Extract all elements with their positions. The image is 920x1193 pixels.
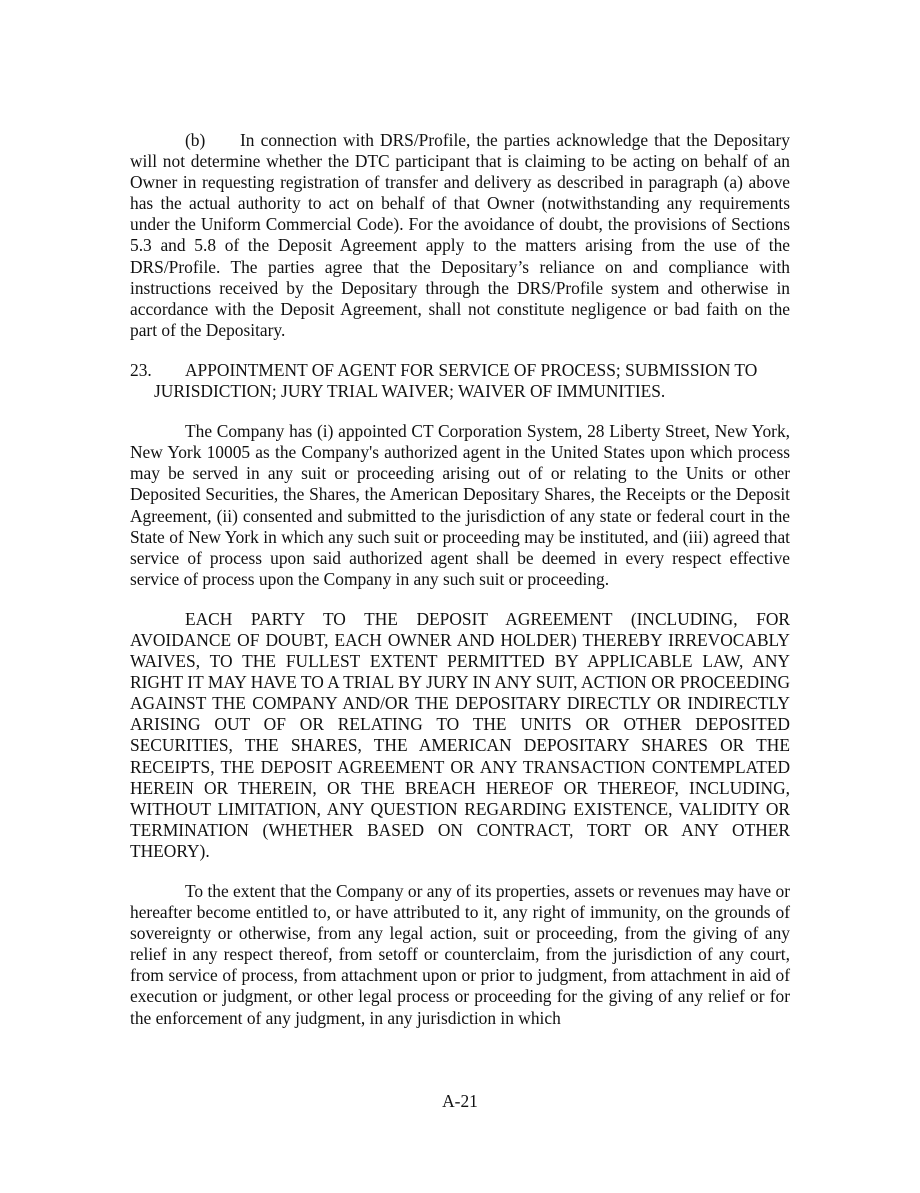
section-title: APPOINTMENT OF AGENT FOR SERVICE OF PROCESS; SUBMISSION TO JURISDICTION; JURY TRIAL WAIVER; WAIVER OF IMMUNITIES.	[154, 359, 758, 402]
paragraph-label: (b)	[185, 130, 206, 150]
paragraph-spacer	[130, 862, 790, 881]
section-number: 23.	[130, 359, 152, 380]
paragraph-immunity-waiver: To the extent that the Company or any of its properties, assets or revenues may have or hereafter become entitled to, or have attributed to it, any right of immunity, on the grounds of sovereignty or otherwise, from any legal action, suit or proceeding, from the giving of any relief in any respect thereof, from setoff or counterclaim, from the jurisdiction of any court, from service of process, from attachment upon or prior to judgment, from attachment in aid of execution or judgment, or other legal process or proceeding for the giving of any relief or for the enforcement of any judgment, in any jurisdiction in which	[130, 881, 790, 1028]
section-heading	[130, 360, 790, 402]
paragraph-22b	[130, 130, 790, 341]
paragraph-agent-appointment: The Company has (i) appointed CT Corporation System, 28 Liberty Street, New York, New York 10005 as the Company's authorized agent in the United States upon which process may be served in any suit or proceeding arising out of or relating to the Units or other Deposited Securities, the Shares, the American Depositary Shares, the Receipts or the Deposit Agreement, (ii) consented and submitted to the jurisdiction of any state or federal court in the State of New York in which any such suit or proceeding may be instituted, and (iii) agreed that service of process upon said authorized agent shall be deemed in every respect effective service of process upon the Company in any such suit or proceeding.	[130, 421, 790, 589]
paragraph-text: In connection with DRS/Profile, the parties acknowledge that the Depositary will not determine whether the DTC participant that is claiming to be acting on behalf of an Owner in requesting registration of transfer and delivery as described in paragraph (a) above has the actual authority to act on behalf of that Owner (notwithstanding any requirements under the Uniform Commercial Code). For the avoidance of doubt, the provisions of Sections 5.3 and 5.8 of the Deposit Agreement apply to the matters arising from the use of the DRS/Profile. The parties agree that the Depositary’s reliance on and compliance with instructions received by the Depositary through the DRS/Profile system and otherwise in accordance with the Deposit Agreement, shall not constitute negligence or bad faith on the part of the Depositary.	[130, 130, 790, 340]
document-page	[130, 130, 790, 1029]
paragraph-jury-waiver: EACH PARTY TO THE DEPOSIT AGREEMENT (INCLUDING, FOR AVOIDANCE OF DOUBT, EACH OWNER AND HOLDER) THEREBY IRREVOCABLY WAIVES, TO THE FULLEST EXTENT PERMITTED BY APPLICABLE LAW, ANY RIGHT IT MAY HAVE TO A TRIAL BY JURY IN ANY SUIT, ACTION OR PROCEEDING AGAINST THE COMPANY AND/OR THE DEPOSITARY DIRECTLY OR INDIRECTLY ARISING OUT OF OR RELATING TO THE UNITS OR OTHER DEPOSITED SECURITIES, THE SHARES, THE AMERICAN DEPOSITARY SHARES OR THE RECEIPTS, THE DEPOSIT AGREEMENT OR ANY TRANSACTION CONTEMPLATED HEREIN OR THEREIN, OR THE BREACH HEREOF OR THEREOF, INCLUDING, WITHOUT LIMITATION, ANY QUESTION REGARDING EXISTENCE, VALIDITY OR TERMINATION (WHETHER BASED ON CONTRACT, TORT OR ANY OTHER THEORY).	[130, 608, 790, 861]
paragraph-spacer	[130, 590, 790, 609]
page-number: A-21	[442, 1091, 478, 1111]
